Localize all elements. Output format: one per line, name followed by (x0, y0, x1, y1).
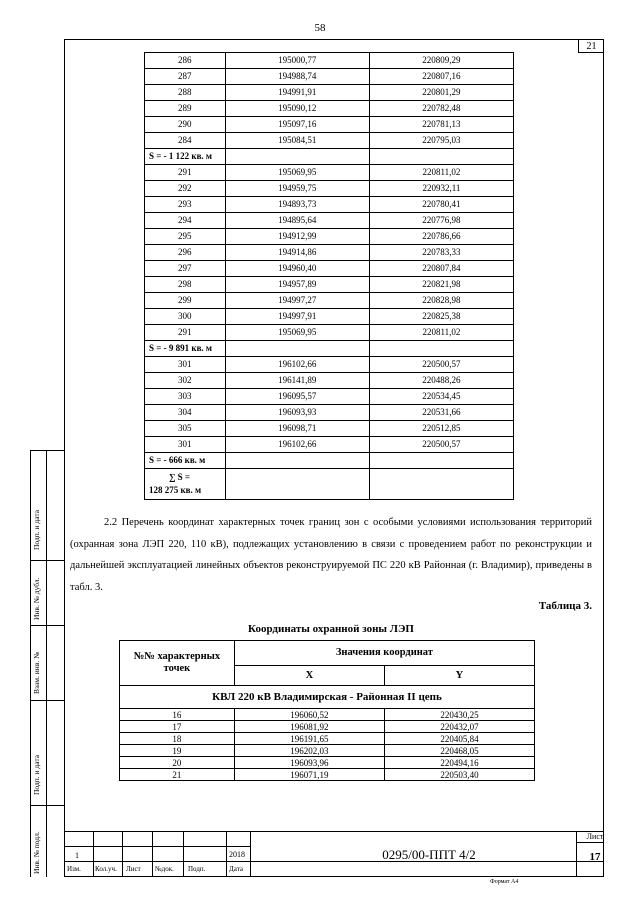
coord-x: 195084,51 (225, 133, 369, 149)
point-number: 301 (145, 437, 226, 453)
section-title: КВЛ 220 кВ Владимирская - Районная II цепь (120, 686, 535, 709)
point-number: 304 (145, 405, 226, 421)
table-row (145, 133, 514, 149)
table-row (145, 405, 514, 421)
coord-y: 220782,48 (369, 101, 513, 117)
coord-x: 196202,03 (234, 745, 384, 757)
stamp-label-data: Дата (229, 865, 243, 873)
total-value: 128 275 кв. м (149, 485, 202, 495)
stamp-label-podp: Подп. (188, 865, 206, 873)
table-row (145, 85, 514, 101)
coord-y: 220405,84 (384, 733, 534, 745)
table-row (145, 181, 514, 197)
total-label: ∑ S = (169, 472, 191, 482)
coord-x: 195069,95 (225, 165, 369, 181)
stamp-year: 2018 (229, 850, 245, 859)
paragraph-2-2 (70, 512, 592, 598)
coordinates-table (144, 52, 514, 500)
coord-x: 195090,12 (225, 101, 369, 117)
point-number: 305 (145, 421, 226, 437)
point-number: 19 (120, 745, 235, 757)
sheet-number: 17 (589, 851, 601, 863)
table-row (145, 277, 514, 293)
point-number: 301 (145, 357, 226, 373)
table-row (145, 421, 514, 437)
coord-x: 196093,96 (234, 757, 384, 769)
total-area (145, 469, 226, 500)
table-row (145, 117, 514, 133)
point-number: 18 (120, 733, 235, 745)
coord-x: 195097,16 (225, 117, 369, 133)
point-number: 291 (145, 325, 226, 341)
point-number: 297 (145, 261, 226, 277)
table-row (120, 721, 535, 733)
table-row (145, 213, 514, 229)
page-number: 58 (314, 22, 326, 34)
stamp-label-koluch: Кол.уч. (95, 865, 117, 873)
table-row (120, 745, 535, 757)
coord-x: 194957,89 (225, 277, 369, 293)
area-sum: S = - 1 122 кв. м (145, 149, 226, 165)
table-row (120, 709, 535, 721)
coord-y: 220430,25 (384, 709, 534, 721)
table-row (145, 53, 514, 69)
table-row (145, 309, 514, 325)
header-values: Значения координат (234, 641, 534, 666)
area-sum-row (145, 149, 514, 165)
coord-x: 196102,66 (225, 437, 369, 453)
point-number: 17 (120, 721, 235, 733)
sheet-corner-number: 21 (578, 40, 604, 53)
point-number: 16 (120, 709, 235, 721)
area-sum-row (145, 341, 514, 357)
paragraph-text: 2.2 Перечень координат характерных точек границ зон с особыми условиями использования территорий (охранная зона ЛЭП 220, 110 кВ), подлежащих установлению в связи с проведением работ по реконструкции и дальнейшей эксплуатацией линейных объектов реконструируемой ПС 220 кВ Районная (г. Владимир), приведены в табл. 3. (70, 517, 592, 593)
point-number: 294 (145, 213, 226, 229)
coord-y: 220781,13 (369, 117, 513, 133)
point-number: 299 (145, 293, 226, 309)
table-row (145, 373, 514, 389)
coord-y: 220432,07 (384, 721, 534, 733)
coord-y: 220783,33 (369, 245, 513, 261)
title-block (64, 831, 604, 877)
header-x: X (234, 665, 384, 685)
coord-x: 196081,92 (234, 721, 384, 733)
stamp-izm-value: 1 (75, 851, 79, 860)
point-number: 286 (145, 53, 226, 69)
coord-y: 220786,66 (369, 229, 513, 245)
document-code: 0295/00-ППТ 4/2 (382, 847, 476, 862)
point-number: 298 (145, 277, 226, 293)
coord-y: 220531,66 (369, 405, 513, 421)
point-number: 300 (145, 309, 226, 325)
total-row (145, 469, 514, 500)
point-number: 20 (120, 757, 235, 769)
coord-y: 220807,16 (369, 69, 513, 85)
coord-x: 194997,91 (225, 309, 369, 325)
coord-y: 220468,05 (384, 745, 534, 757)
coord-y: 220494,16 (384, 757, 534, 769)
coord-x: 194997,27 (225, 293, 369, 309)
coord-x: 194960,40 (225, 261, 369, 277)
coord-x: 196141,89 (225, 373, 369, 389)
header-points: №№ характерных точек (120, 641, 235, 686)
coord-y: 220500,57 (369, 357, 513, 373)
point-number: 293 (145, 197, 226, 213)
coord-x: 196093,93 (225, 405, 369, 421)
coord-x: 194912,99 (225, 229, 369, 245)
coord-x: 196098,71 (225, 421, 369, 437)
coord-y: 220825,38 (369, 309, 513, 325)
coord-y: 220801,29 (369, 85, 513, 101)
coord-x: 196060,52 (234, 709, 384, 721)
side-label-orig-inv: Инв. № подл. (32, 831, 41, 874)
area-sum-row (145, 453, 514, 469)
coord-x: 196102,66 (225, 357, 369, 373)
point-number: 291 (145, 165, 226, 181)
table-row (145, 325, 514, 341)
coord-x: 196071,19 (234, 769, 384, 781)
coord-x: 194991,91 (225, 85, 369, 101)
coord-y: 220534,45 (369, 389, 513, 405)
point-number: 288 (145, 85, 226, 101)
table-row (120, 733, 535, 745)
table-row (145, 197, 514, 213)
point-number: 302 (145, 373, 226, 389)
coord-x: 196191,65 (234, 733, 384, 745)
coord-y: 220932,11 (369, 181, 513, 197)
point-number: 295 (145, 229, 226, 245)
stamp-label-izm: Изм. (67, 865, 81, 873)
point-number: 287 (145, 69, 226, 85)
point-number: 289 (145, 101, 226, 117)
coord-y: 220795,03 (369, 133, 513, 149)
coord-x: 194893,73 (225, 197, 369, 213)
side-label-sign-date: Подп. и дата (32, 509, 41, 550)
table-row (145, 229, 514, 245)
area-sum: S = - 666 кв. м (145, 453, 226, 469)
table-row (145, 357, 514, 373)
coord-x: 196095,57 (225, 389, 369, 405)
table-row (145, 261, 514, 277)
table-row (145, 165, 514, 181)
format-label: Формат А4 (490, 879, 519, 885)
table-caption: Таблица 3. (538, 600, 592, 612)
header-y: Y (384, 665, 534, 685)
table-row (145, 101, 514, 117)
point-number: 290 (145, 117, 226, 133)
point-number: 21 (120, 769, 235, 781)
area-sum: S = - 9 891 кв. м (145, 341, 226, 357)
coord-y: 220488,26 (369, 373, 513, 389)
table-row (145, 69, 514, 85)
coord-y: 220809,29 (369, 53, 513, 69)
coord-y: 220780,41 (369, 197, 513, 213)
coord-x: 194914,86 (225, 245, 369, 261)
table-row (120, 757, 535, 769)
coord-y: 220828,98 (369, 293, 513, 309)
table-row (145, 389, 514, 405)
table-row (145, 245, 514, 261)
coord-y: 220811,02 (369, 165, 513, 181)
coord-y: 220503,40 (384, 769, 534, 781)
coord-y: 220512,85 (369, 421, 513, 437)
point-number: 292 (145, 181, 226, 197)
table-row (145, 293, 514, 309)
side-label-replace-inv: Взам. инв. № (32, 651, 41, 694)
stamp-label-ndok: №док. (155, 865, 174, 873)
sheet-label: Лист (586, 832, 604, 841)
coord-x: 194988,74 (225, 69, 369, 85)
point-number: 303 (145, 389, 226, 405)
coord-y: 220807,84 (369, 261, 513, 277)
coord-y: 220821,98 (369, 277, 513, 293)
table-title: Координаты охранной зоны ЛЭП (248, 623, 414, 635)
point-number: 296 (145, 245, 226, 261)
side-label-dup-inv: Инв. № дубл. (32, 577, 41, 620)
stamp-label-list: Лист (126, 865, 141, 873)
side-stamp-strip (30, 450, 64, 877)
table-row (145, 437, 514, 453)
coord-y: 220776,98 (369, 213, 513, 229)
coord-x: 195000,77 (225, 53, 369, 69)
coord-y: 220811,02 (369, 325, 513, 341)
coord-x: 195069,95 (225, 325, 369, 341)
coord-x: 194895,64 (225, 213, 369, 229)
point-number: 284 (145, 133, 226, 149)
protection-zone-table (119, 640, 535, 781)
coord-y: 220500,57 (369, 437, 513, 453)
coord-x: 194959,75 (225, 181, 369, 197)
table-row (120, 769, 535, 781)
side-label-sign-date-2: Подп. и дата (32, 754, 41, 795)
